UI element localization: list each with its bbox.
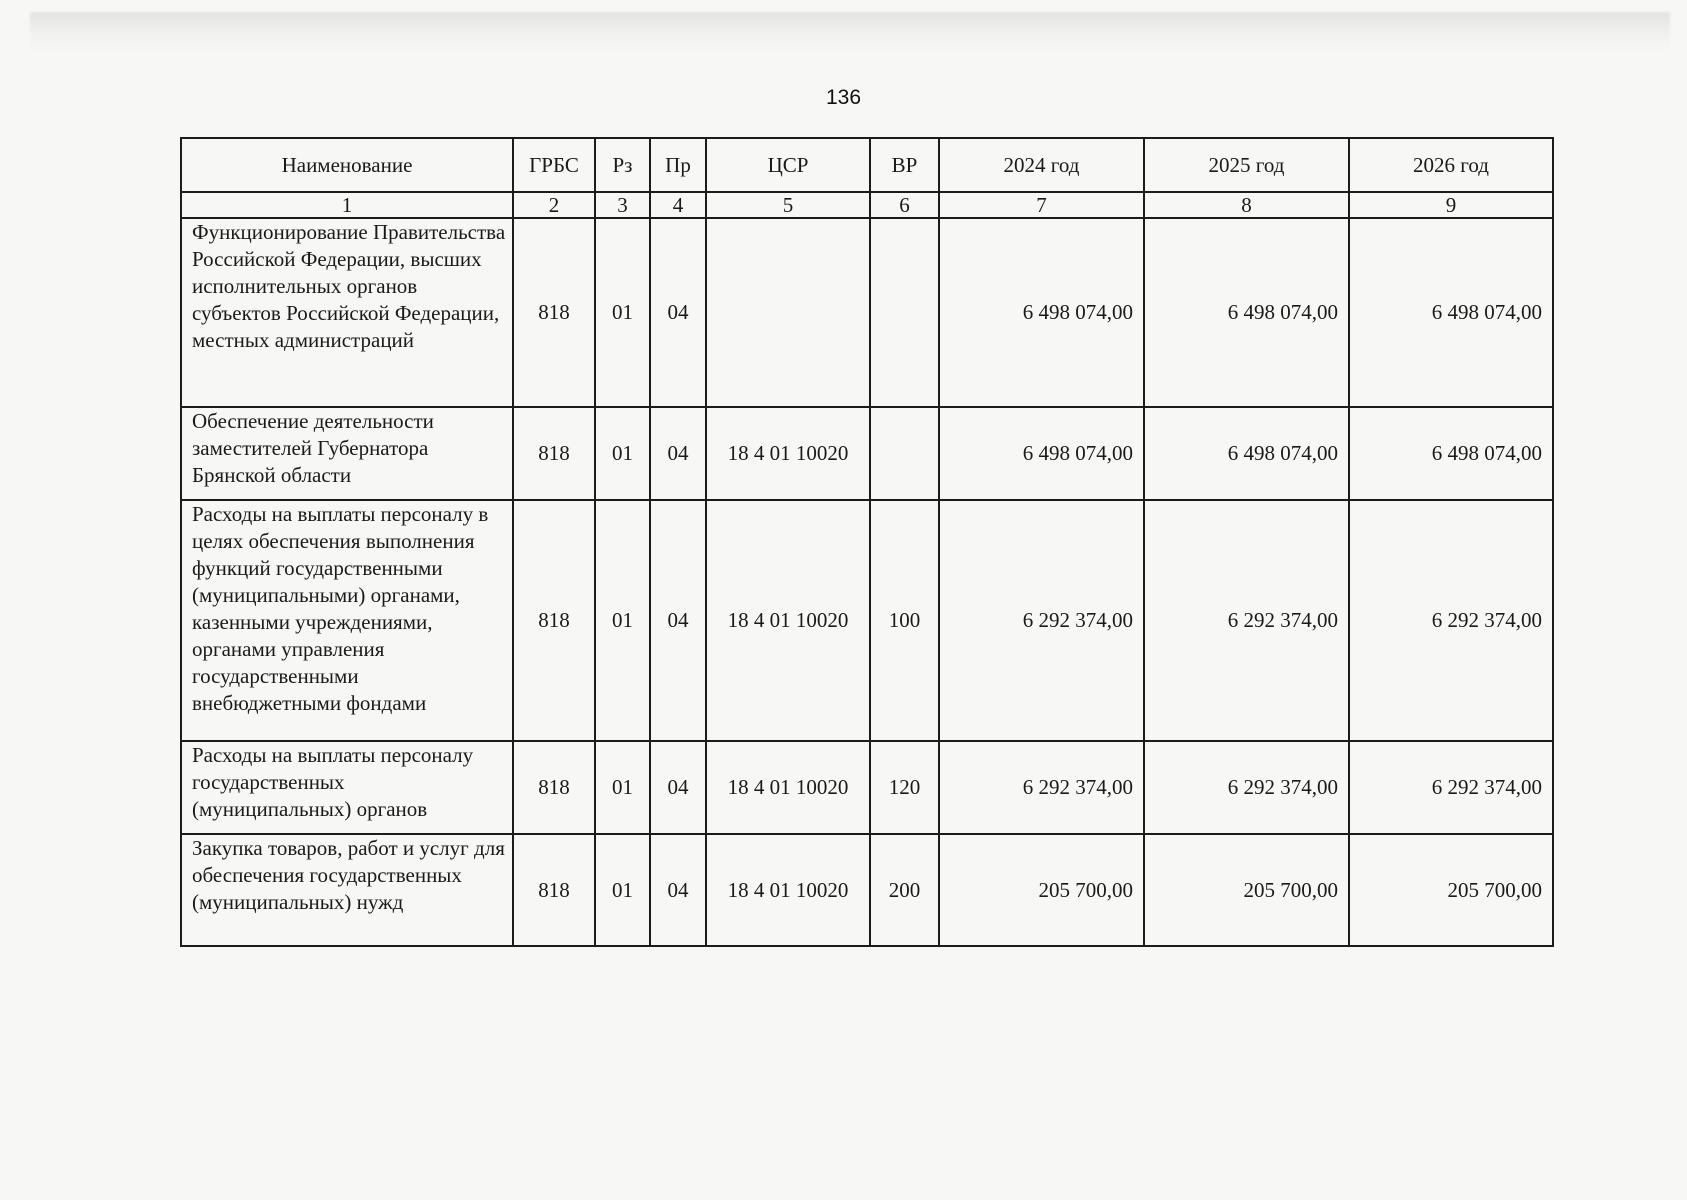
row-amount-2024: 6 292 374,00 (939, 741, 1144, 834)
scan-edge-shadow (30, 12, 1670, 52)
row-amount-2024: 6 498 074,00 (939, 407, 1144, 500)
page-number: 136 (825, 86, 862, 109)
row-name: Обеспечение деятельности заместителей Губернатора Брянской области (181, 407, 513, 500)
row-amount-2026: 6 498 074,00 (1349, 407, 1553, 500)
row-pr: 04 (650, 834, 706, 946)
row-amount-2024: 6 292 374,00 (939, 500, 1144, 741)
row-pr: 04 (650, 218, 706, 407)
header-pr: Пр (650, 138, 706, 192)
row-csr: 18 4 01 10020 (706, 834, 870, 946)
column-index: 8 (1144, 192, 1349, 218)
row-amount-2024: 205 700,00 (939, 834, 1144, 946)
column-index: 3 (595, 192, 650, 218)
table-row (181, 218, 1553, 407)
row-amount-2025: 6 292 374,00 (1144, 500, 1349, 741)
row-grbs: 818 (513, 741, 595, 834)
row-amount-2026: 205 700,00 (1349, 834, 1553, 946)
row-grbs: 818 (513, 218, 595, 407)
column-index: 4 (650, 192, 706, 218)
column-index: 6 (870, 192, 939, 218)
row-amount-2026: 6 292 374,00 (1349, 741, 1553, 834)
column-index: 9 (1349, 192, 1553, 218)
row-vr: 120 (870, 741, 939, 834)
header-2024: 2024 год (939, 138, 1144, 192)
row-name: Расходы на выплаты персоналу в целях обеспечения выполнения функций государственными (муниципальными) органами, казенными учреждениями, органами управления государственными внебюджетными фондами (181, 500, 513, 741)
column-index: 2 (513, 192, 595, 218)
row-rz: 01 (595, 741, 650, 834)
column-index: 1 (181, 192, 513, 218)
row-pr: 04 (650, 407, 706, 500)
column-index: 5 (706, 192, 870, 218)
row-vr: 100 (870, 500, 939, 741)
table-row (181, 741, 1553, 834)
row-rz: 01 (595, 218, 650, 407)
row-name: Расходы на выплаты персоналу государственных (муниципальных) органов (181, 741, 513, 834)
row-rz: 01 (595, 407, 650, 500)
row-vr (870, 218, 939, 407)
header-vr: ВР (870, 138, 939, 192)
row-vr: 200 (870, 834, 939, 946)
table-row (181, 500, 1553, 741)
row-csr: 18 4 01 10020 (706, 407, 870, 500)
row-name: Закупка товаров, работ и услуг для обеспечения государственных (муниципальных) нужд (181, 834, 513, 946)
header-csr: ЦСР (706, 138, 870, 192)
row-pr: 04 (650, 741, 706, 834)
row-csr (706, 218, 870, 407)
row-amount-2025: 6 498 074,00 (1144, 407, 1349, 500)
row-amount-2025: 6 498 074,00 (1144, 218, 1349, 407)
row-grbs: 818 (513, 834, 595, 946)
row-name: Функционирование Правительства Российской Федерации, высших исполнительных органов субъектов Российской Федерации, местных администраций (181, 218, 513, 407)
row-vr (870, 407, 939, 500)
header-name: Наименование (181, 138, 513, 192)
row-rz: 01 (595, 834, 650, 946)
table-row (181, 834, 1553, 946)
header-grbs: ГРБС (513, 138, 595, 192)
row-rz: 01 (595, 500, 650, 741)
row-pr: 04 (650, 500, 706, 741)
header-2026: 2026 год (1349, 138, 1553, 192)
table-header-row (181, 138, 1553, 192)
budget-table (180, 137, 1554, 947)
row-csr: 18 4 01 10020 (706, 500, 870, 741)
row-amount-2026: 6 498 074,00 (1349, 218, 1553, 407)
header-rz: Рз (595, 138, 650, 192)
row-amount-2025: 205 700,00 (1144, 834, 1349, 946)
row-csr: 18 4 01 10020 (706, 741, 870, 834)
header-2025: 2025 год (1144, 138, 1349, 192)
row-amount-2025: 6 292 374,00 (1144, 741, 1349, 834)
row-amount-2026: 6 292 374,00 (1349, 500, 1553, 741)
row-amount-2024: 6 498 074,00 (939, 218, 1144, 407)
column-index-row (181, 192, 1553, 218)
table-row (181, 407, 1553, 500)
row-grbs: 818 (513, 500, 595, 741)
row-grbs: 818 (513, 407, 595, 500)
column-index: 7 (939, 192, 1144, 218)
